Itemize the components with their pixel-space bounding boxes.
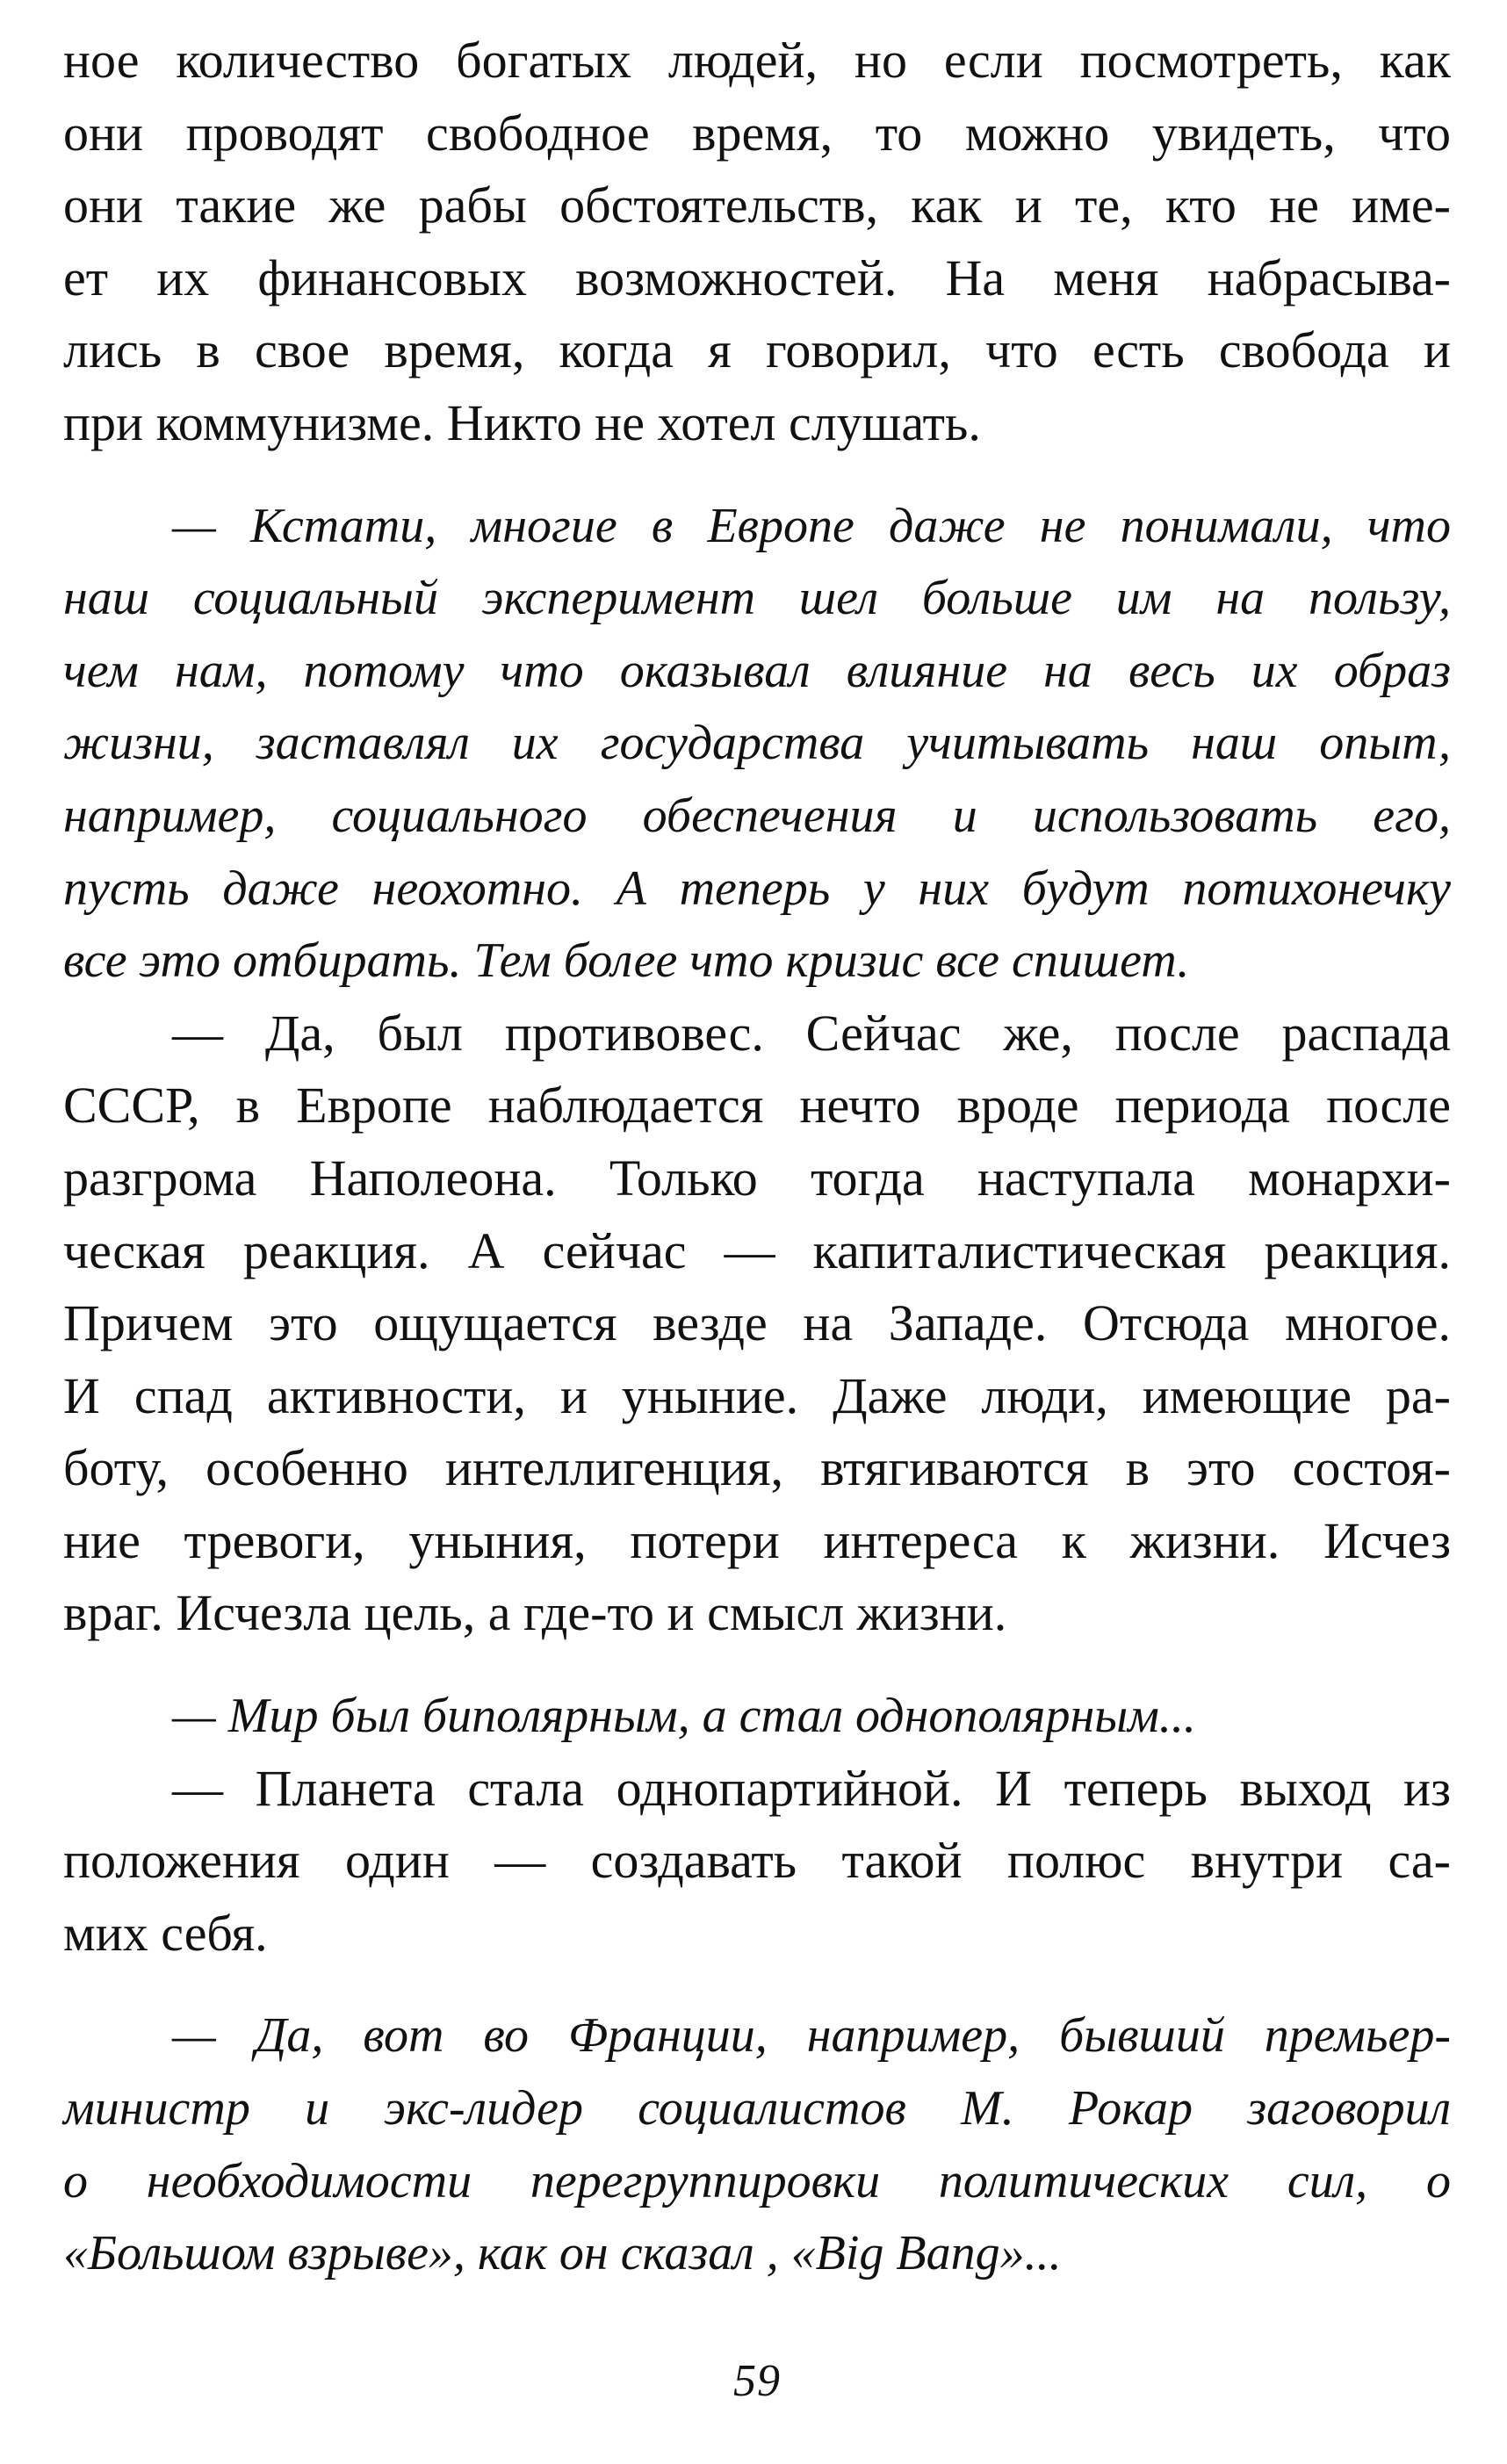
interviewer-question: [63, 490, 1451, 998]
interviewer-question: [63, 1999, 1451, 2289]
answer-paragraph: [63, 1753, 1451, 1970]
text-line: — Да, был противовес. Сейчас же, после распада: [172, 1004, 1451, 1062]
text-line: — Планета стала однопартийной. И теперь выход из: [172, 1759, 1451, 1817]
text-line: ное количество богатых людей, но если посмотреть, как: [63, 32, 1451, 89]
page-number: 59: [733, 2356, 781, 2406]
text-line: враг. Исчезла цель, а где-то и смысл жизни.: [63, 1584, 1007, 1642]
text-line: боту, особенно интеллигенция, втягиваются в это состоя-: [63, 1439, 1451, 1497]
text-line: — Кстати, многие в Европе даже не понимали, что: [172, 498, 1451, 553]
text-line: положения один — создавать такой полюс внутри са-: [63, 1832, 1451, 1890]
book-page: [63, 25, 1451, 2448]
text-line: например, социального обеспечения и использовать его,: [63, 788, 1451, 843]
paragraph-continuation: [63, 25, 1451, 460]
text-line: ние тревоги, уныния, потери интереса к жизни. Исчез: [63, 1511, 1451, 1569]
text-line: «Большом взрыве», как он сказал , «Big Bang»...: [63, 2226, 1062, 2281]
text-line: — Да, вот во Франции, например, бывший премьер-: [172, 2008, 1451, 2064]
text-line: наш социальный эксперимент шел больше им на пользу,: [63, 571, 1451, 626]
text-line: они проводят свободное время, то можно увидеть, что: [63, 104, 1451, 162]
text-line: И спад активности, и уныние. Даже люди, имеющие ра-: [63, 1366, 1451, 1424]
text-line: министр и экс-лидер социалистов М. Рокар заговорил: [63, 2081, 1451, 2136]
text-line: чем нам, потому что оказывал влияние на весь их образ: [63, 643, 1451, 698]
text-line: они такие же рабы обстоятельств, как и те, кто не име-: [63, 177, 1451, 234]
text-line: мих себя.: [63, 1904, 268, 1962]
text-line: о необходимости перегруппировки политических сил, о: [63, 2153, 1451, 2208]
text-line: лись в свое время, когда я говорил, что есть свобода и: [63, 321, 1451, 379]
text-line: СССР, в Европе наблюдается нечто вроде периода после: [63, 1077, 1451, 1135]
text-line: ет их финансовых возможностей. На меня набрасыва-: [63, 249, 1451, 306]
text-line: ческая реакция. А сейчас — капиталистическая реакция.: [63, 1221, 1451, 1279]
text-line: Причем это ощущается везде на Западе. Отсюда многое.: [63, 1294, 1451, 1352]
answer-paragraph: [63, 998, 1451, 1650]
text-line: — Мир был биполярным, а стал однополярным...: [172, 1689, 1196, 1744]
text-line: разгрома Наполеона. Только тогда наступала монархи-: [63, 1149, 1451, 1207]
text-line: все это отбирать. Тем более что кризис все спишет.: [63, 933, 1190, 989]
text-line: при коммунизме. Никто не хотел слушать.: [63, 393, 981, 451]
text-line: пусть даже неохотно. А теперь у них будут потихонечку: [63, 861, 1451, 916]
interviewer-question: [63, 1680, 1451, 1753]
text-line: жизни, заставлял их государства учитывать наш опыт,: [63, 716, 1451, 771]
